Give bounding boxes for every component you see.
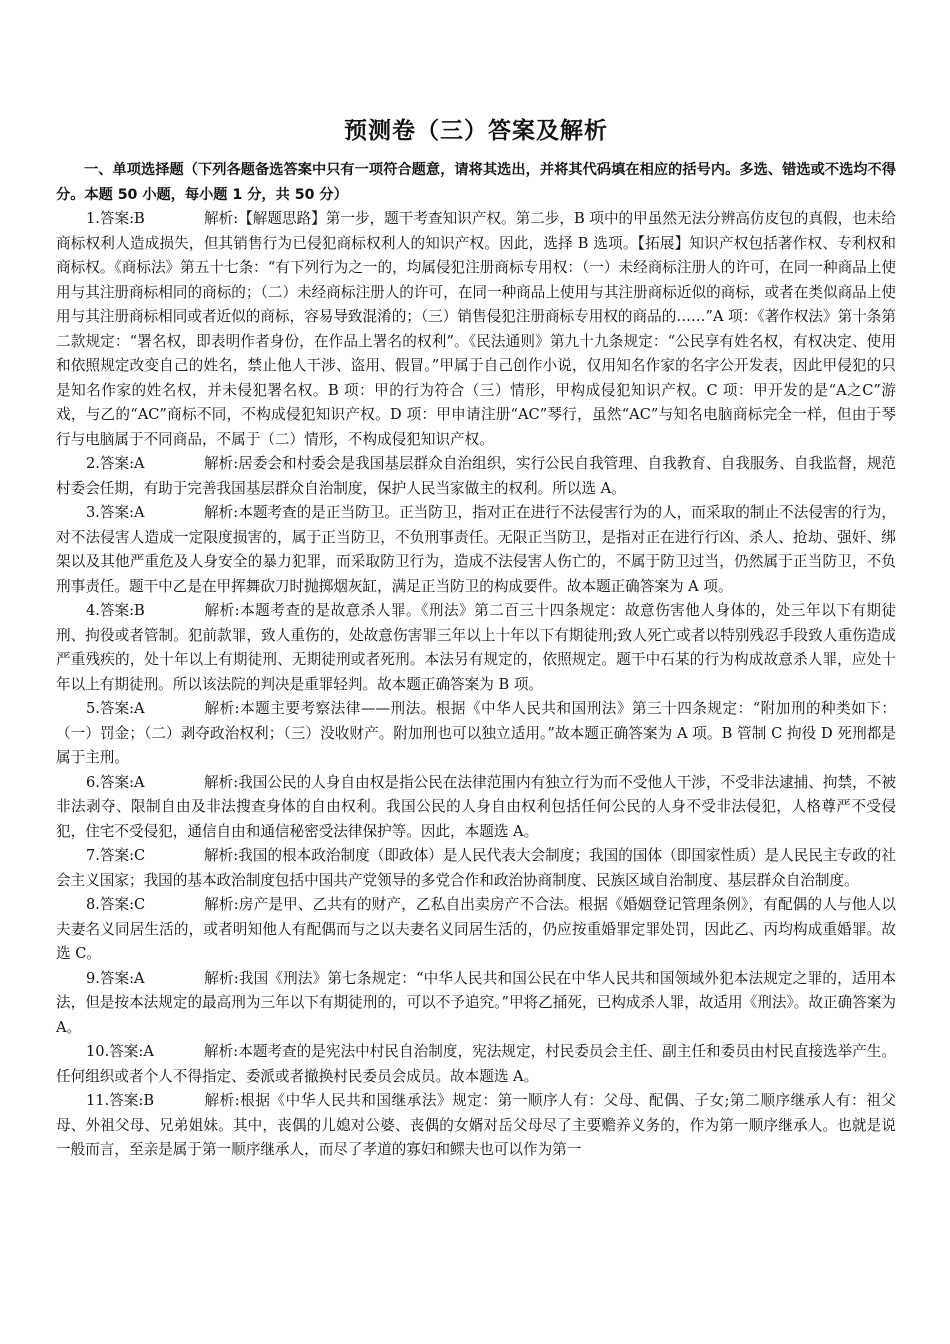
analysis-text: 解析:我国的根本政治制度（即政体）是人民代表大会制度；我国的国体（即国家性质）是人民民主专政的社会主义国家；我国的基本政治制度包括中国共产党领导的多党合作和政治协商制度、民族区域自治制度、基层群众自治制度。: [56, 847, 896, 889]
answer-label: 10.答案:A: [86, 1043, 154, 1060]
answer-item: [56, 207, 896, 452]
analysis-text: 解析:居委会和村委会是我国基层群众自治组织，实行公民自我管理、自我教育、自我服务、自我监督，规范村委会任期，有助于完善我国基层群众自治制度，保护人民当家做主的权利。所以选 A。: [56, 455, 896, 497]
answer-label: 3.答案:A: [86, 504, 145, 521]
answer-item: [56, 771, 896, 845]
page-title: 预测卷（三）答案及解析: [344, 118, 608, 144]
analysis-text: 解析:本题考查的是宪法中村民自治制度，宪法规定，村民委员会主任、副主任和委员由村民直接选举产生。任何组织或者个人不得指定、委派或者撤换村民委员会成员。故本题选 A。: [56, 1043, 896, 1085]
answer-item: [56, 893, 896, 967]
answer-item: [56, 599, 896, 697]
answer-label: 9.答案:A: [86, 969, 145, 987]
analysis-text: 解析:本题考查的是正当防卫。正当防卫，指对正在进行不法侵害行为的人，而采取的制止不法侵害的行为，对不法侵害人造成一定限度损害的，属于正当防卫，不负刑事责任。无限正当防卫，是指对正在进行行凶、杀人、抢劫、强奸、绑架以及其他严重危及人身安全的暴力犯罪，而采取防卫行为，造成不法侵害人伤亡的，不属于防卫过当，仍然属于正当防卫，不负刑事责任。题干中乙是在甲挥舞砍刀时抛掷烟灰缸，满足正当防卫的构成要件。故本题正确答案为 A 项。: [56, 504, 896, 595]
analysis-text: 解析:本题考查的是故意杀人罪。《刑法》第二百三十四条规定：故意伤害他人身体的，处三年以下有期徒刑、拘役或者管制。犯前款罪，致人重伤的，处故意伤害罪三年以上十年以下有期徒刑;致人死亡或者以特别残忍手段致人重伤造成严重残疾的，处十年以上有期徒刑、无期徒刑或者死刑。本法另有规定的，依照规定。题干中石某的行为构成故意杀人罪，应处十年以上有期徒刑。所以该法院的判决是重罪轻判。故本题正确答案为 B 项。: [56, 602, 896, 693]
answer-label: 2.答案:A: [86, 455, 145, 472]
answer-item: [56, 452, 896, 501]
answer-item: [56, 1089, 896, 1163]
answer-label: 4.答案:B: [86, 602, 145, 619]
answer-label: 8.答案:C: [86, 896, 146, 913]
answer-list: [56, 207, 896, 1163]
analysis-text: 解析:房产是甲、乙共有的财产，乙私自出卖房产不合法。根据《婚姻登记管理条例》，有配偶的人与他人以夫妻名义同居生活的，或者明知他人有配偶而与之以夫妻名义同居生活的，仍应按重婚罪定罪处罚，因此乙、丙均构成重婚罪。故选 C。: [56, 896, 896, 962]
analysis-text: 解析:我国公民的人身自由权是指公民在法律范围内有独立行为而不受他人干涉，不受非法逮捕、拘禁，不被非法剥夺、限制自由及非法搜查身体的自由权利。我国公民的人身自由权利包括任何公民的人身不受非法侵犯，人格尊严不受侵犯，住宅不受侵犯，通信自由和通信秘密受法律保护等。因此，本题选 A。: [56, 773, 896, 840]
answer-label: 11.答案:B: [86, 1092, 155, 1109]
document-body: [56, 158, 896, 1163]
answer-item: [56, 1040, 896, 1089]
answer-item: [56, 967, 896, 1041]
answer-item: [56, 501, 896, 599]
analysis-text: 解析:根据《中华人民共和国继承法》规定：第一顺序人有：父母、配偶、子女;第二顺序继承人有：祖父母、外祖父母、兄弟姐妹。其中，丧偶的儿媳对公婆、丧偶的女婿对岳父母尽了主要赡养义务的，作为第一顺序继承人。也就是说一般而言，至亲是属于第一顺序继承人，而尽了孝道的寡妇和鳏夫也可以作为第一: [56, 1092, 896, 1158]
analysis-text: 解析:我国《刑法》第七条规定：“中华人民共和国公民在中华人民共和国领域外犯本法规定之罪的，适用本法，但是按本法规定的最高刑为三年以下有期徒刑的，可以不予追究。”甲将乙捅死，已构成杀人罪，故适用《刑法》。故正确答案为 A。: [56, 969, 896, 1036]
answer-label: 7.答案:C: [86, 847, 146, 864]
answer-item: [56, 844, 896, 893]
answer-label: 6.答案:A: [86, 773, 145, 791]
section-heading: 一、单项选择题（下列各题备选答案中只有一项符合题意，请将其选出，并将其代码填在相应的括号内。多选、错选或不选均不得分。本题 50 小题，每小题 1 分，共 50 分）: [56, 162, 896, 203]
answer-item: [56, 697, 896, 771]
analysis-text: 解析:本题主要考察法律——刑法。根据《中华人民共和国刑法》第三十四条规定：“附加刑的种类如下：（一）罚金；（二）剥夺政治权利；（三）没收财产。附加刑也可以独立适用。”故本题正确答案为 A 项。B 管制 C 拘役 D 死刑都是属于主刑。: [56, 700, 896, 766]
answer-label: 1.答案:B: [86, 210, 145, 227]
analysis-text: 解析:【解题思路】第一步，题干考查知识产权。第二步，B 项中的甲虽然无法分辨高仿皮包的真假，也未给商标权利人造成损失，但其销售行为已侵犯商标权利人的知识产权。因此，选择 B 选项。【拓展】知识产权包括著作权、专利权和商标权。《商标法》第五十七条：“有下列行为之一的，均属侵犯注册商标专用权：（一）未经商标注册人的许可，在同一种商品上使用与其注册商标相同的商标的；（二）未经商标注册人的许可，在同一种商品上使用与其注册商标近似的商标，或者在类似商品上使用与其注册商标相同或者近似的商标，容易导致混淆的；（三）销售侵犯注册商标专用权的商品的……”A 项：《著作权法》第十条第二款规定：“署名权，即表明作者身份，在作品上署名的权利”。《民法通则》第九十九条规定：“公民享有姓名权，有权决定、使用和依照规定改变自己的姓名，禁止他人干涉、盗用、假冒。”甲属于自己创作小说，仅用知名作家的名字公开发表，因此甲侵犯的只是知名作家的姓名权，并未侵犯署名权。B 项：甲的行为符合（三）情形，甲构成侵犯知识产权。C 项：甲开发的是“A之C”游戏，与乙的“AC”商标不同，不构成侵犯知识产权。D 项：甲申请注册“AC”琴行，虽然“AC”与知名电脑商标完全一样，但由于琴行与电脑属于不同商品，不属于（二）情形，不构成侵犯知识产权。: [56, 210, 896, 448]
answer-label: 5.答案:A: [86, 700, 145, 717]
